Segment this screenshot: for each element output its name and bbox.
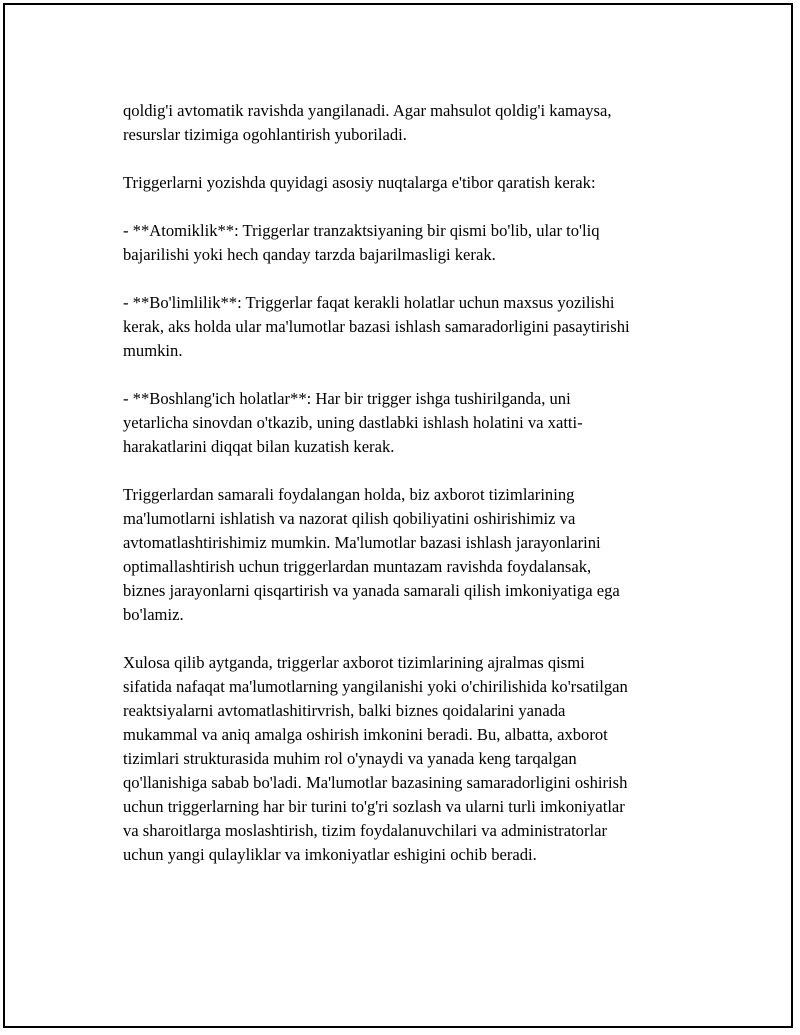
page-frame xyxy=(3,3,793,1028)
paragraph-intro-continuation: qoldig'i avtomatik ravishda yangilanadi. Agar mahsulot qoldig'i kamaysa, resurslar tizimiga ogohlantirish yuboriladi. xyxy=(123,101,612,144)
paragraph-benefits: Triggerlardan samarali foydalangan holda, biz axborot tizimlarining ma'lumotlarni ishlatish va nazorat qilish qobiliyatini oshirishimiz va avtomatlashtirishimiz mumkin. Ma'lumotlar bazasi ishlash jarayonlarini optimallashtirish uchun triggerlardan muntazam ravishda foydalansak, biznes jarayonlarni qisqartirish va yanada samarali qilish imkoniyatiga ega bo'lamiz. xyxy=(123,485,620,624)
paragraph-initial-states: - **Boshlang'ich holatlar**: Har bir trigger ishga tushirilganda, uni yetarlicha sinovdan o'tkazib, uning dastlabki ishlash holatini va xatti- harakatlarini diqqat bilan kuzatish kerak. xyxy=(123,389,583,456)
paragraph-atomicity: - **Atomiklik**: Triggerlar tranzaktsiyaning bir qismi bo'lib, ular to'liq bajarilishi yoki hech qanday tarzda bajarilmasligi kerak. xyxy=(123,221,600,264)
paragraph-conclusion: Xulosa qilib aytganda, triggerlar axborot tizimlarining ajralmas qismi sifatida nafaqat ma'lumotlarning yangilanishi yoki o'chirilishida ko'rsatilgan reaktsiyalarni avtomatlashitirvrish, balki biznes qoidalarini yanada mukammal va aniq amalga oshirish imkonini beradi. Bu, albatta, axborot tizimlari strukturasida muhim rol o'ynaydi va yanada keng tarqalgan qo'llanishiga sabab bo'ladi. Ma'lumotlar bazasining samaradorligini oshirish uchun triggerlarning har bir turini to'g'ri sozlash va ularni turli imkoniyatlar va sharoitlarga moslashtirish, tizim foydalanuvchilari va administratorlar uchun yangi qulayliklar va imkoniyatlar eshigini ochib beradi. xyxy=(123,653,628,864)
paragraph-modularity: - **Bo'limlilik**: Triggerlar faqat kerakli holatlar uchun maxsus yozilishi kerak, aks holda ular ma'lumotlar bazasi ishlash samaradorligini pasaytirishi mumkin. xyxy=(123,293,630,360)
paragraph-key-points-heading: Triggerlarni yozishda quyidagi asosiy nuqtalarga e'tibor qaratish kerak: xyxy=(123,173,596,192)
document-body xyxy=(123,99,693,891)
